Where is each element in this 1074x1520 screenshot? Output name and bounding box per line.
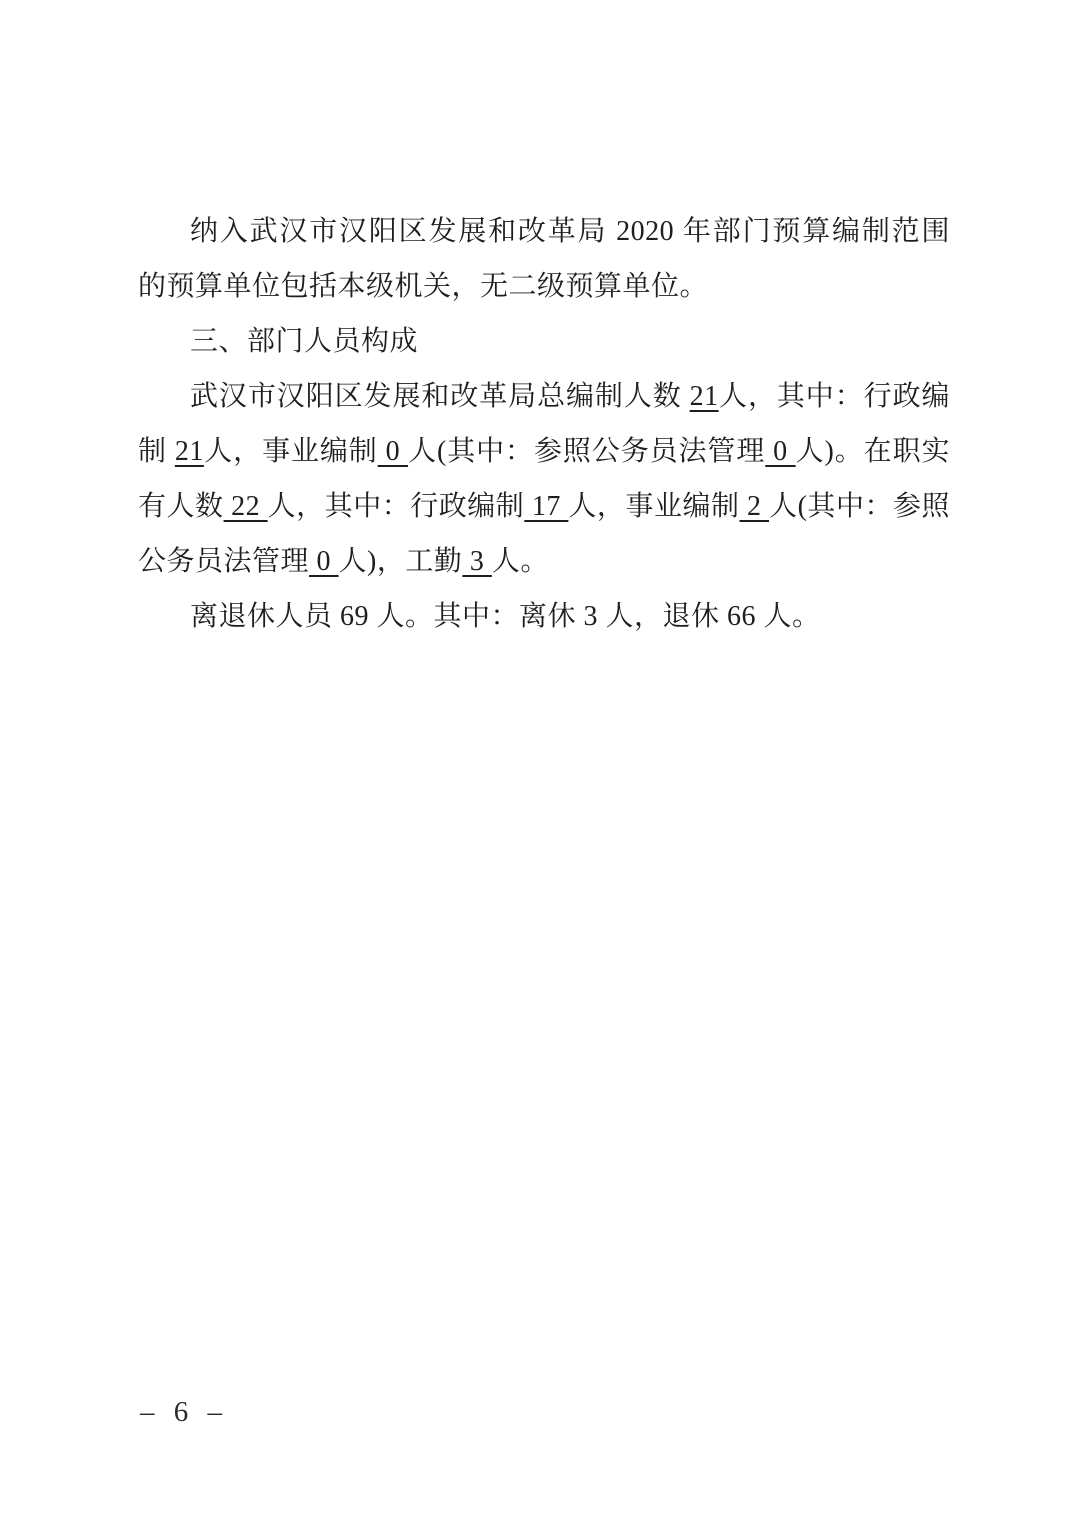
- text-segment: 人，其中：行政编制: [267, 491, 525, 522]
- underlined-value-workers: 3: [462, 546, 492, 577]
- text-segment: 人。: [491, 546, 549, 577]
- text-segment: 人(其中：参照: [769, 491, 951, 522]
- text-segment: 武汉市汉阳区发展和改革局总编制人数: [190, 381, 690, 412]
- paragraph-personnel-line-2: [138, 424, 950, 479]
- text-segment: 公务员法管理: [138, 546, 310, 577]
- underlined-value-total-establishment: 21: [689, 381, 719, 412]
- text-segment: 人)。在职实: [795, 436, 950, 467]
- page-footer: [140, 1396, 228, 1429]
- paragraph-personnel-line-4: [138, 534, 950, 589]
- text-segment: 人，事业编制: [568, 491, 740, 522]
- underlined-value-admin-staff: 17: [524, 491, 569, 522]
- text-segment: 人(其中：参照公务员法管理: [408, 436, 766, 467]
- paragraph-budget-scope-line-1: [138, 204, 950, 259]
- paragraph-personnel-line-1: [138, 369, 950, 424]
- section-heading-personnel: [138, 314, 950, 369]
- paragraph-retirees: [138, 589, 950, 644]
- text-segment: 的预算单位包括本级机关，无二级预算单位。: [138, 271, 709, 302]
- text-segment: 离退休人员 69 人。其中：离休 3 人，退休 66 人。: [190, 601, 821, 632]
- paragraph-budget-scope-line-2: [138, 259, 950, 314]
- underlined-value-civil-servant-law: 0: [765, 436, 796, 467]
- heading-text: 三、部门人员构成: [190, 326, 419, 357]
- underlined-value-institution-staff: 2: [739, 491, 770, 522]
- text-segment: 纳入武汉市汉阳区发展和改革局 2020 年部门预算编制范围: [190, 216, 950, 247]
- text-segment: 人，其中：行政编: [718, 381, 950, 412]
- page-number: – 6 –: [140, 1396, 228, 1428]
- underlined-value-actual-staff: 22: [223, 491, 268, 522]
- text-segment: 人，事业编制: [203, 436, 378, 467]
- paragraph-personnel-line-3: [138, 479, 950, 534]
- underlined-value-civil-servant-law-staff: 0: [309, 546, 339, 577]
- document-body: [138, 204, 950, 644]
- underlined-value-institution-establishment: 0: [377, 436, 409, 467]
- text-segment: 有人数: [138, 491, 224, 522]
- underlined-value-admin-establishment: 21: [174, 436, 204, 467]
- text-segment: 制: [138, 436, 175, 467]
- text-segment: 人)，工勤: [338, 546, 463, 577]
